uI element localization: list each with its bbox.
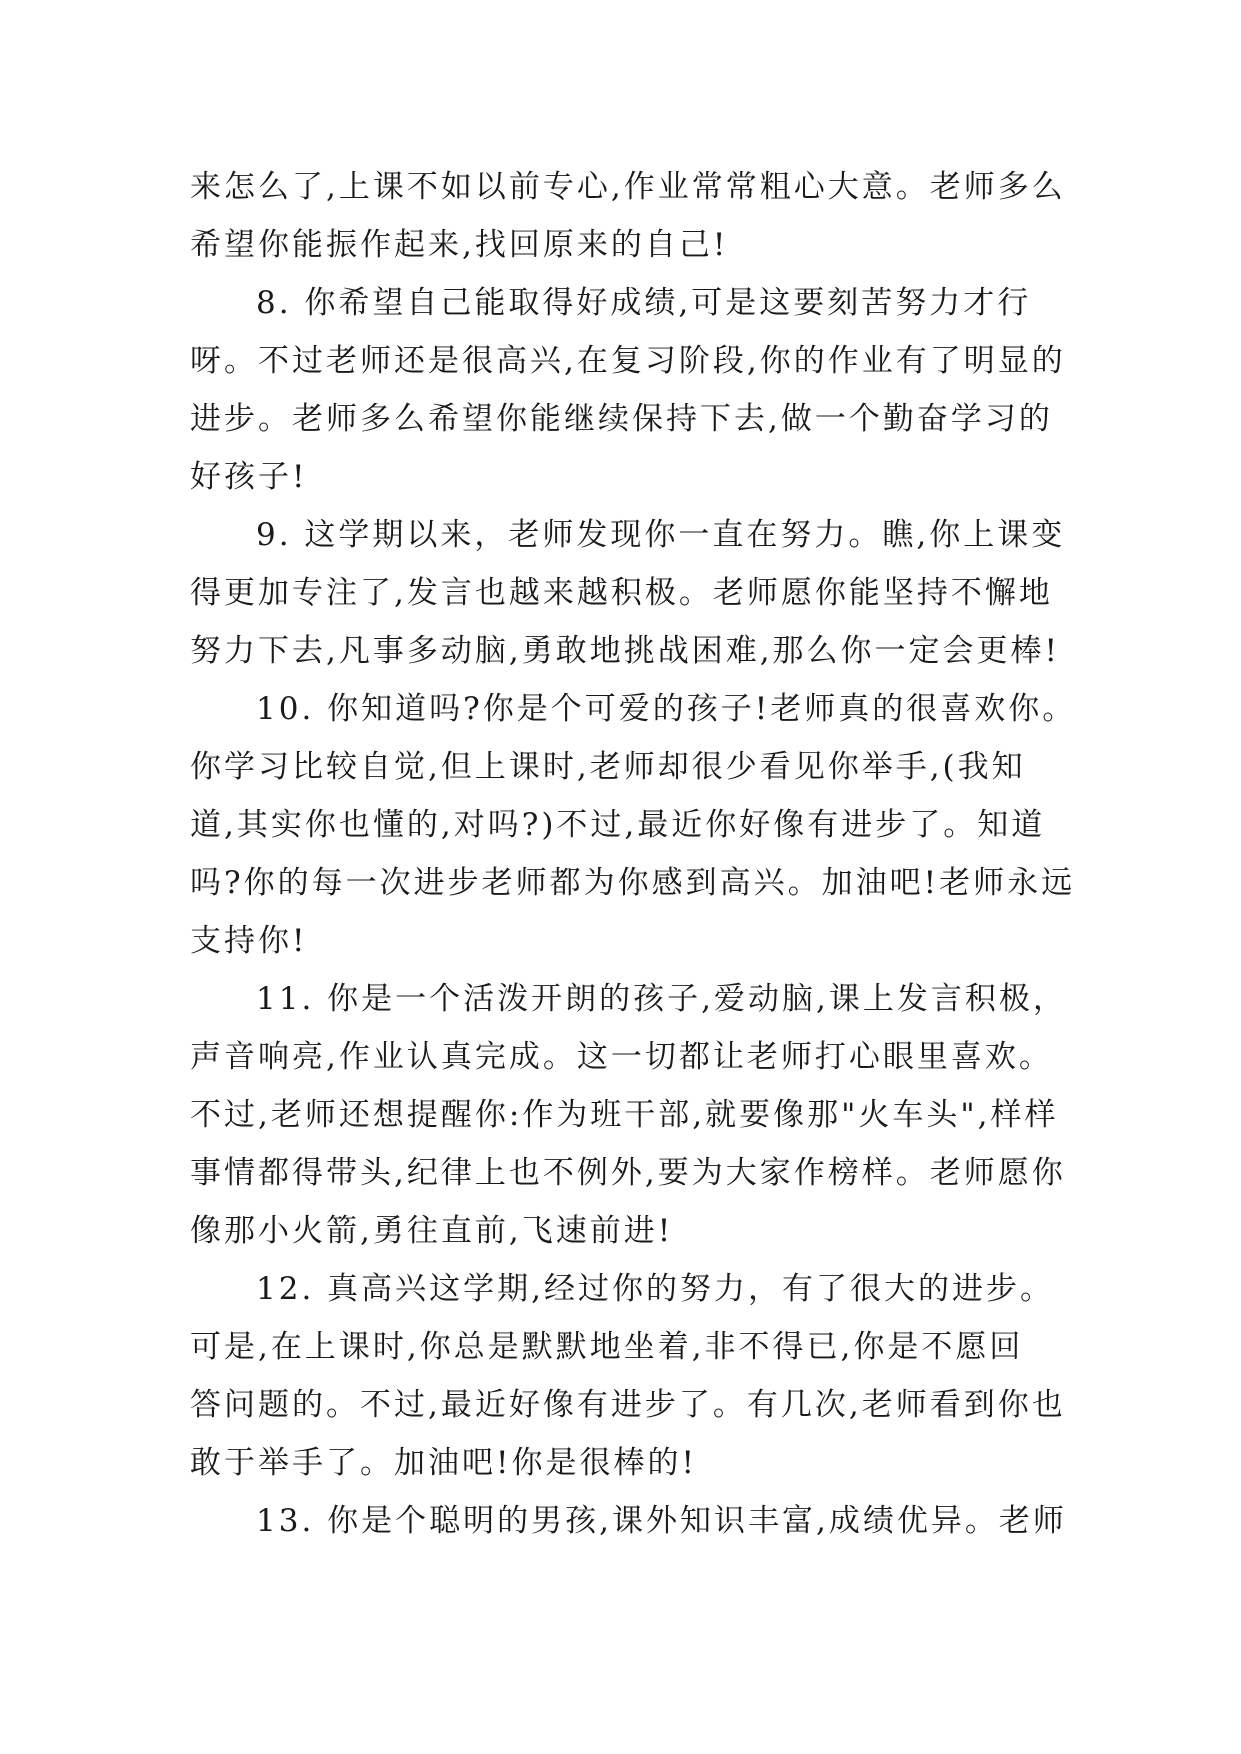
text-line: 努力下去,凡事多动脑,勇敢地挑战困难,那么你一定会更棒! [190, 633, 1061, 669]
text-line: 事情都得带头,纪律上也不例外,要为大家作榜样。老师愿你 [190, 1155, 1066, 1191]
paragraph-start-line: 10. 你知道吗?你是个可爱的孩子!老师真的很喜欢你。 [256, 691, 1077, 727]
text-line: 支持你! [190, 923, 308, 959]
text-line: 你学习比较自觉,但上课时,老师却很少看见你举手,(我知 [190, 749, 1026, 785]
paragraph-start-line: 12. 真高兴这学期,经过你的努力，有了很大的进步。 [256, 1271, 1055, 1307]
text-line: 不过,老师还想提醒你:作为班干部,就要像那"火车头",样样 [190, 1097, 1059, 1133]
text-line: 答问题的。不过,最近好像有进步了。有几次,老师看到你也 [190, 1387, 1066, 1423]
paragraph-start-line: 8. 你希望自己能取得好成绩,可是这要刻苦努力才行 [256, 285, 1032, 321]
text-line: 像那小火箭,勇往直前,飞速前进! [190, 1213, 674, 1249]
text-line: 呀。不过老师还是很高兴,在复习阶段,你的作业有了明显的 [190, 343, 1066, 379]
text-line: 敢于举手了。加油吧!你是很棒的! [190, 1445, 697, 1481]
text-line: 吗?你的每一次进步老师都为你感到高兴。加油吧!老师永远 [190, 865, 1076, 901]
paragraph-start-line: 9. 这学期以来，老师发现你一直在努力。瞧,你上课变 [256, 517, 1066, 553]
paragraph-start-line: 11. 你是一个活泼开朗的孩子,爱动脑,课上发言积极， [256, 981, 1067, 1017]
text-line: 道,其实你也懂的,对吗?)不过,最近你好像有进步了。知道 [190, 807, 1046, 843]
text-line: 可是,在上课时,你总是默默地坐着,非不得已,你是不愿回 [190, 1329, 1024, 1365]
text-line: 好孩子! [190, 459, 308, 495]
text-line: 进步。老师多么希望你能继续保持下去,做一个勤奋学习的 [190, 401, 1053, 437]
text-line: 希望你能振作起来,找回原来的自己! [190, 227, 729, 263]
document-body [190, 158, 1077, 1550]
text-line: 得更加专注了,发言也越来越积极。老师愿你能坚持不懈地 [190, 575, 1053, 611]
text-line: 声音响亮,作业认真完成。这一切都让老师打心眼里喜欢。 [190, 1039, 1053, 1075]
text-line: 来怎么了,上课不如以前专心,作业常常粗心大意。老师多么 [190, 169, 1066, 205]
paragraph-start-line: 13. 你是个聪明的男孩,课外知识丰富,成绩优异。老师 [256, 1503, 1067, 1539]
